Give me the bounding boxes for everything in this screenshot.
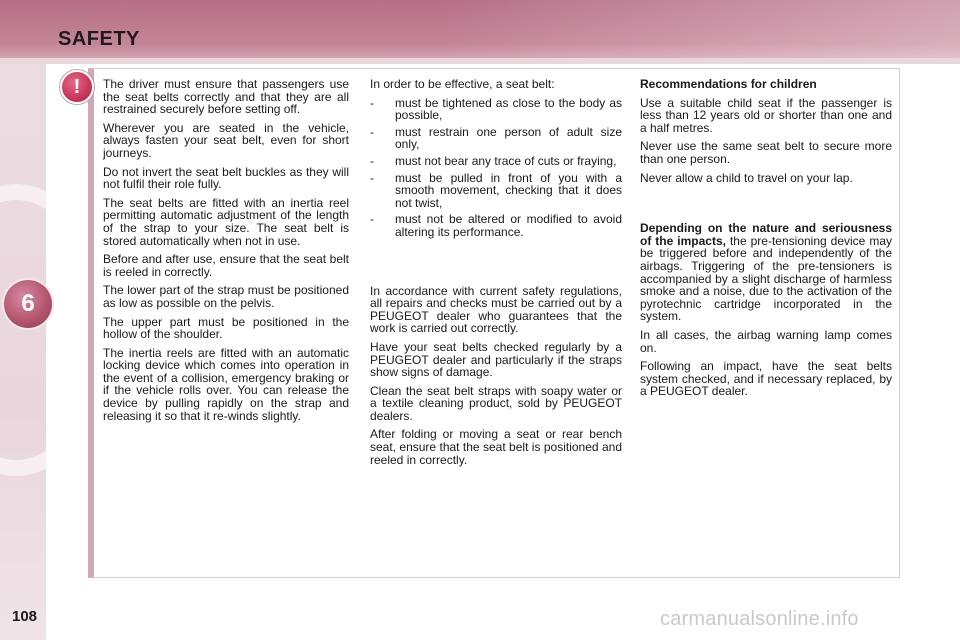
paragraph: The upper part must be positioned in the hollow of the shoulder. bbox=[103, 314, 349, 342]
list-intro: In order to be effective, a seat belt: bbox=[370, 77, 555, 91]
paragraph: Do not invert the seat belt buckles as they will not fulfil their role fully. bbox=[103, 164, 349, 192]
dash-bullet: - bbox=[370, 124, 374, 139]
page-title: SAFETY bbox=[58, 28, 140, 50]
watermark: carmanualsonline.info bbox=[660, 608, 859, 630]
header-bar bbox=[0, 0, 960, 62]
paragraph-text: the pre-tensioning device may be triggered before and independently of the airbags. Triggering of the pre-tensioners is accompanied by a slight discharge of harmless smoke and a noise, due to the activation of the pyrotechnic cartridge incorporated in the system. bbox=[640, 233, 892, 324]
paragraph-pretensioners bbox=[640, 222, 892, 323]
chapter-tab[interactable]: 6 bbox=[4, 280, 52, 328]
paragraph: Have your seat belts checked regularly by a PEUGEOT dealer and particularly if the straps show signs of damage. bbox=[370, 339, 622, 380]
list-item bbox=[370, 126, 622, 151]
column-children-and-pretensioners bbox=[640, 78, 892, 404]
spacer bbox=[640, 190, 892, 222]
requirements-list bbox=[370, 97, 622, 239]
header-sheen bbox=[440, 0, 960, 62]
paragraph: Following an impact, have the seat belts system checked, and if necessary replaced, by a PEUGEOT dealer. bbox=[640, 359, 892, 399]
paragraph: The seat belts are fitted with an inertia reel permitting automatic adjustment of the length of the strap to your size. The seat belt is stored automatically when not in use. bbox=[103, 195, 349, 248]
paragraph: The inertia reels are fitted with an automatic locking device which comes into operation in the event of a collision, emergency braking or if the vehicle rolls over. You can release the device by pulling rapidly on the strap and releasing it so that it re-winds slightly. bbox=[103, 345, 349, 423]
paragraph: In accordance with current safety regulations, all repairs and checks must be carried out by a PEUGEOT dealer who guarantees that the work is carried out correctly. bbox=[370, 283, 622, 336]
paragraph: After folding or moving a seat or rear bench seat, ensure that the seat belt is positioned and reeled in correctly. bbox=[370, 427, 622, 467]
list-item-text: must be pulled in front of you with a smooth movement, checking that it does not twist, bbox=[395, 170, 622, 210]
column-seat-belt-use bbox=[103, 78, 349, 428]
page-number: 108 bbox=[12, 608, 38, 625]
paragraph: Wherever you are seated in the vehicle, always fasten your seat belt, even for short journeys. bbox=[103, 120, 349, 160]
dash-bullet: - bbox=[370, 170, 374, 185]
dash-bullet: - bbox=[370, 95, 374, 110]
list-item bbox=[370, 172, 622, 210]
paragraph: Use a suitable child seat if the passenger is less than 12 years old or shorter than one and a half metres. bbox=[640, 95, 892, 135]
list-item-text: must not be altered or modified to avoid altering its performance. bbox=[395, 212, 622, 239]
paragraph: Never use the same seat belt to secure more than one person. bbox=[640, 139, 892, 166]
paragraph: The lower part of the strap must be positioned as low as possible on the pelvis. bbox=[103, 283, 349, 310]
header-band bbox=[0, 58, 960, 64]
dash-bullet: - bbox=[370, 212, 374, 227]
list-item-text: must be tightened as close to the body as possible, bbox=[395, 95, 622, 123]
spacer bbox=[370, 243, 622, 285]
list-item bbox=[370, 213, 622, 238]
sidebar-strip bbox=[0, 64, 46, 640]
paragraph: The driver must ensure that passengers use the seat belts correctly and that they are all restrained securely before setting off. bbox=[103, 77, 349, 117]
emphasis: Depending on the nature and seriousness of the impacts, bbox=[640, 221, 892, 248]
section-heading: Recommendations for children bbox=[640, 77, 817, 91]
paragraph: Before and after use, ensure that the seat belt is reeled in correctly. bbox=[103, 252, 349, 279]
list-item-text: must not bear any trace of cuts or fraying, bbox=[395, 153, 617, 168]
list-item bbox=[370, 97, 622, 122]
paragraph: Never allow a child to travel on your lap. bbox=[640, 170, 853, 185]
paragraph: Clean the seat belt straps with soapy water or a textile cleaning product, sold by PEUGEOT dealers. bbox=[370, 383, 622, 423]
dash-bullet: - bbox=[370, 153, 374, 168]
column-seat-belt-effectiveness bbox=[370, 78, 622, 472]
list-item bbox=[370, 155, 622, 168]
list-item-text: must restrain one person of adult size only, bbox=[395, 124, 622, 152]
paragraph: In all cases, the airbag warning lamp comes on. bbox=[640, 327, 892, 355]
exclamation-icon: ! bbox=[60, 70, 94, 104]
